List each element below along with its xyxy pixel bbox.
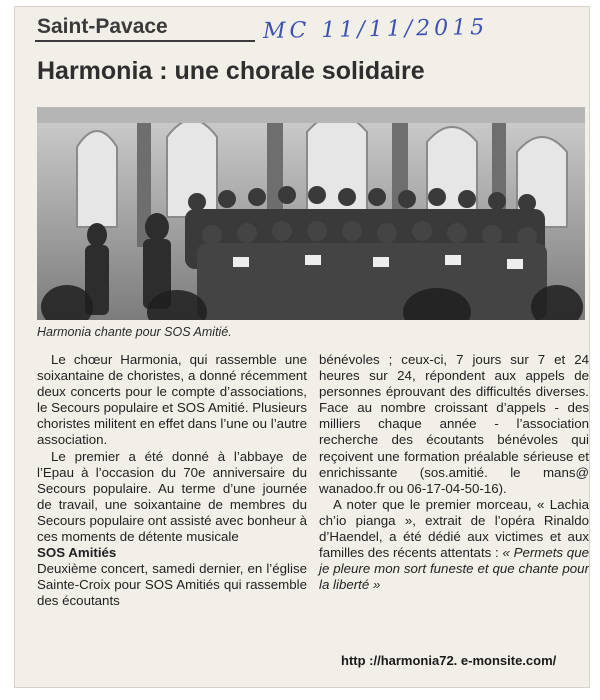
paragraph-volunteers: bénévoles ; ceux-ci, 7 jours sur 7 et 24 heures sur 24, répondent aux appels de personnes éprouvant des difficultés diverses. Face au nombre croissant d’appels - des milliers chaque année - l’association recherche des écoutants bénévoles qui reçoivent une formation préalable sérieuse et enrichissante (sos.amitié. le mans@ wanadoo.fr ou 06-17-04-50-16). [319, 352, 589, 496]
newspaper-clipping [14, 6, 590, 688]
article-headline: Harmonia : une chorale solidaire [37, 57, 425, 85]
lyric-quote: « Permets que je pleure mon sort funeste et que chante pour la liberté » [319, 545, 589, 593]
paragraph-first-piece [319, 497, 589, 594]
article-column-left [37, 352, 307, 610]
section-rule [35, 40, 255, 42]
paragraph-intro: Le chœur Harmonia, qui rassemble une soixantaine de choristes, a donné récemment deux concerts pour le compte d’associations, le Secours populaire et SOS Amitié. Plusieurs choristes militent en effet dans l’une ou l’autre association. [37, 352, 307, 448]
photo-caption: Harmonia chante pour SOS Amitié. [37, 325, 232, 339]
choir-photo [37, 107, 585, 320]
first-piece-text: A noter que le premier morceau, « Lachia ch’io pianga », extrait de l’opéra Rinaldo d’Haendel, a été dédié aux victimes et aux familles des récents attentats : [319, 496, 589, 561]
article-column-right [319, 352, 589, 593]
section-title: Saint-Pavace [37, 15, 168, 38]
paragraph-second-concert: Deuxième concert, samedi dernier, en l’église Sainte-Croix pour SOS Amitiés qui rassemble des écoutants [37, 561, 307, 609]
choir-photo-illustration [37, 107, 585, 320]
choir-website-url: http ://harmonia72. e-monsite.com/ [341, 653, 557, 668]
handwritten-date-stamp: MC 11/11/2015 [262, 15, 489, 44]
paragraph-first-concert: Le premier a été donné à l’abbaye de l’Epau à l’occasion du 70e anniversaire du Secours populaire. Au terme d’une journée de travail, une soixantaine de membres du Secours populaire ont assisté avec bonheur à ces moments de détente musicale [37, 448, 307, 545]
subhead-sos-amities: SOS Amitiés [37, 545, 117, 561]
